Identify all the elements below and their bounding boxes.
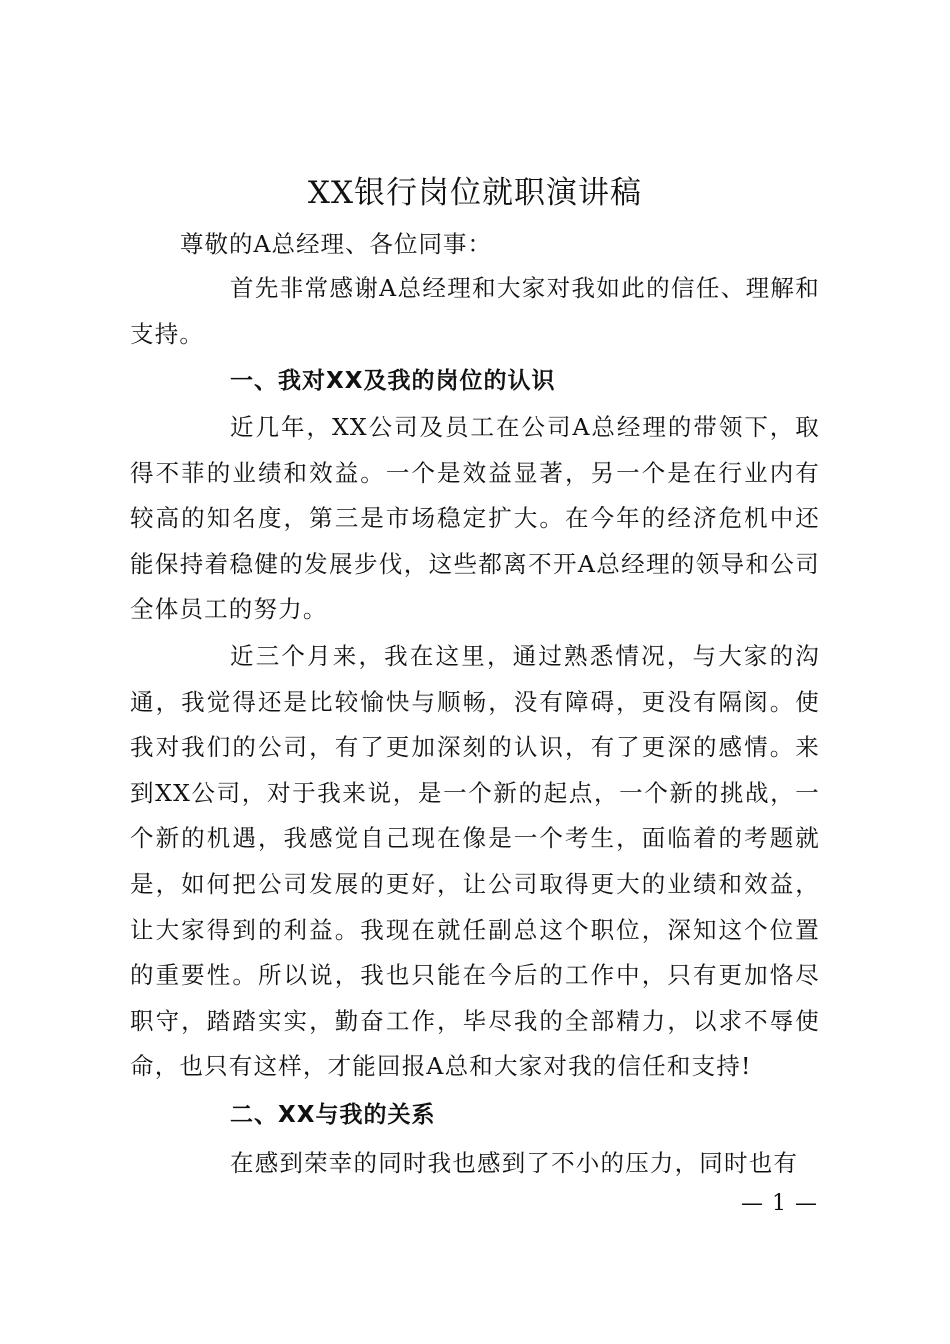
section-heading-2: 二、XX与我的关系 (230, 1102, 436, 1128)
paragraph-company-performance: 近几年，XX公司及员工在公司A总经理的带领下，取得不菲的业绩和效益。一个是效益显著，另一个是在行业内有较高的知名度，第三是市场稳定扩大。在今年的经济危机中还能保持着稳健的发展步伐，这些都离不开A总经理的领导和公司全体员工的努力。 (130, 413, 820, 624)
page-number: — 1 — (741, 1191, 818, 1216)
greeting: 尊敬的A总经理、各位同事： (180, 230, 492, 258)
document-title: XX银行岗位就职演讲稿 (307, 175, 643, 211)
section-heading-1: 一、我对XX及我的岗位的认识 (230, 368, 556, 394)
paragraph-pressure: 在感到荣幸的同时我也感到了不小的压力，同时也有 (230, 1149, 799, 1177)
paragraph-intro: 首先非常感谢A总经理和大家对我如此的信任、理解和支持。 (130, 274, 820, 348)
paragraph-recent-months: 近三个月来，我在这里，通过熟悉情况，与大家的沟通，我觉得还是比较愉快与顺畅，没有障碍，更没有隔阂。使我对我们的公司，有了更加深刻的认识，有了更深的感情。来到XX公司，对于我来说，是一个新的起点，一个新的挑战，一个新的机遇，我感觉自己现在像是一个考生，面临着的考题就是，如何把公司发展的更好，让公司取得更大的业绩和效益，让大家得到的利益。我现在就任副总这个职位，深知这个位置的重要性。所以说，我也只能在今后的工作中，只有更加恪尽职守，踏踏实实，勤奋工作，毕尽我的全部精力，以求不辱使命，也只有这样，才能回报A总和大家对我的信任和支持! (130, 642, 820, 1081)
